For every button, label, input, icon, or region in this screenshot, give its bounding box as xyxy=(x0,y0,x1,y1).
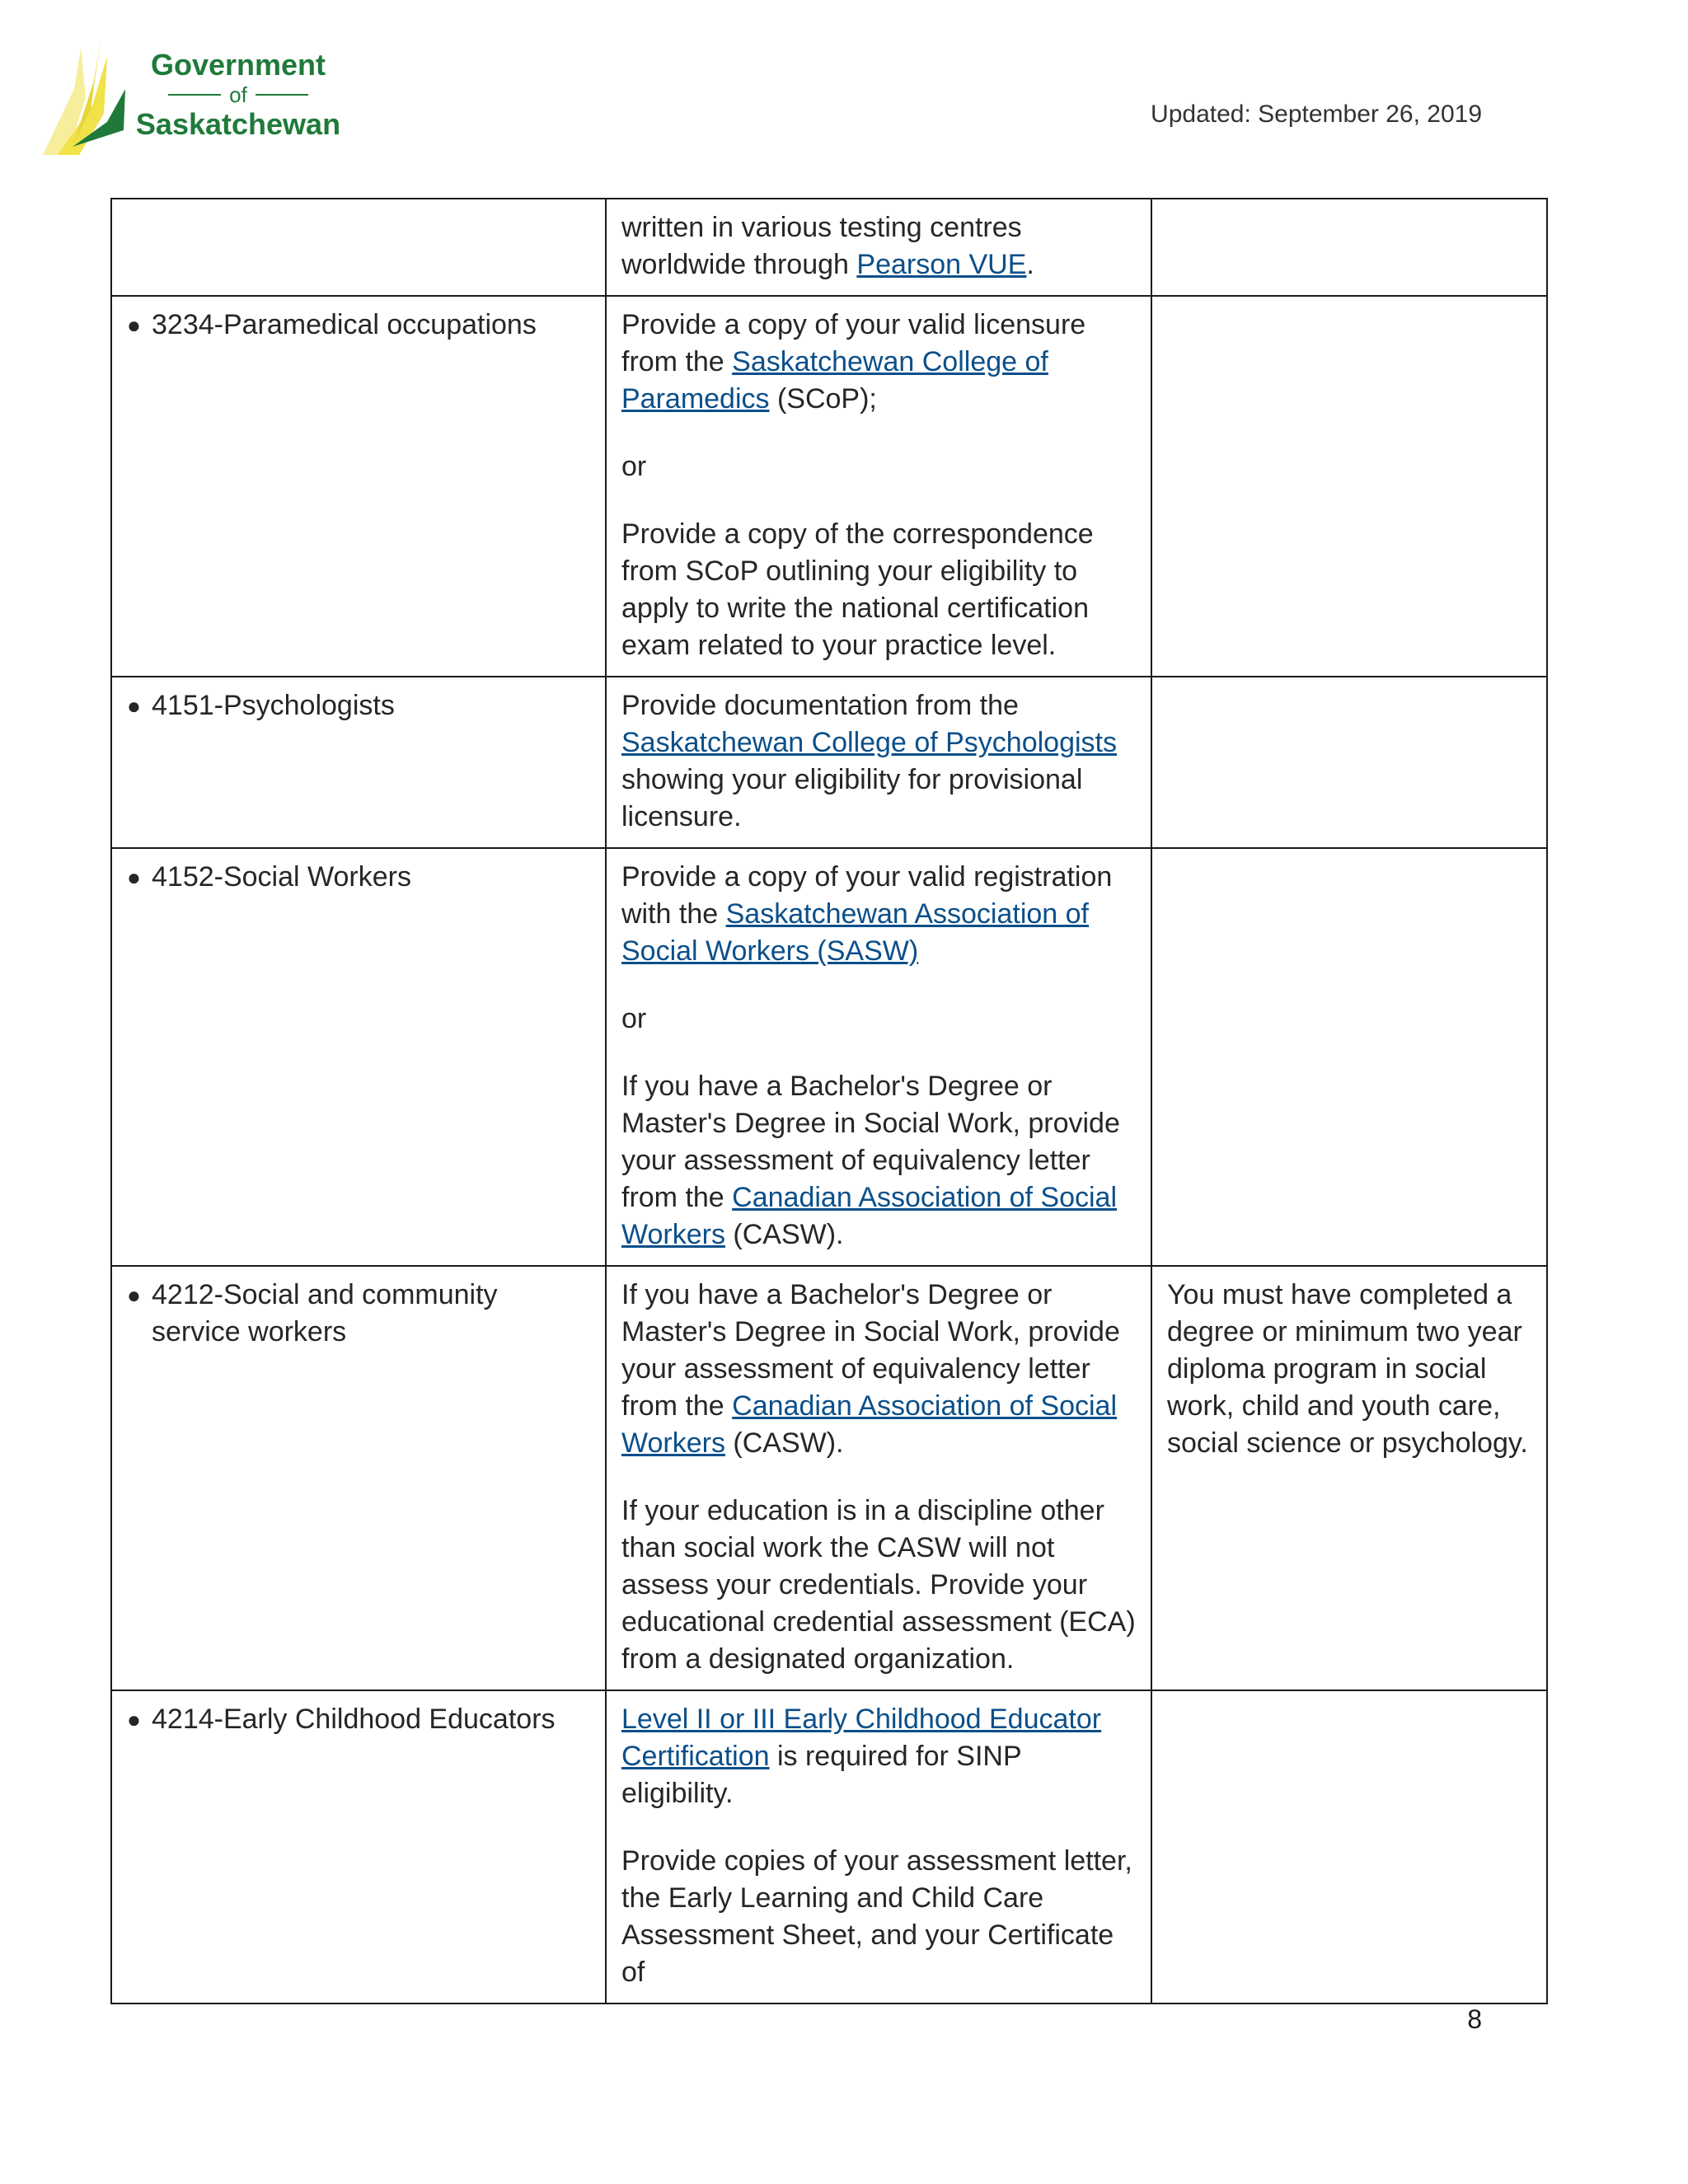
requirements-cell xyxy=(606,848,1151,1266)
notes-cell xyxy=(1151,1266,1547,1690)
occupation-label: 4212-Social and community service workers xyxy=(152,1279,498,1347)
table-row xyxy=(111,296,1547,677)
bullet-icon: ● xyxy=(127,1282,141,1308)
requirements-cell xyxy=(606,199,1151,296)
requirement-text: . xyxy=(1026,249,1034,280)
logo-line-government: Government xyxy=(150,48,326,82)
requirement-text: is required for SINP eligibility. xyxy=(621,1741,1022,1809)
occupation-cell xyxy=(111,296,606,677)
table-row xyxy=(111,677,1547,848)
requirement-paragraph xyxy=(621,1843,1136,1991)
requirement-link[interactable]: Pearson VUE xyxy=(856,249,1027,280)
logo-of-text: of xyxy=(229,82,247,107)
requirement-text: If you have a Bachelor's Degree or Master's Degree in Social Work, provide your assessment of equivalency letter from the xyxy=(621,1279,1120,1422)
requirement-text: (CASW). xyxy=(724,1219,844,1250)
occupation-item xyxy=(127,1277,590,1351)
occupation-cell xyxy=(111,1690,606,2004)
page-number: 8 xyxy=(1467,2004,1482,2034)
requirement-paragraph xyxy=(621,1068,1136,1254)
government-of-saskatchewan-logo xyxy=(43,31,340,163)
notes-cell xyxy=(1151,296,1547,677)
updated-date: Updated: September 26, 2019 xyxy=(1151,101,1482,128)
notes-cell xyxy=(1151,848,1547,1266)
requirement-text: Provide copies of your assessment letter, the Early Learning and Child Care Assessment Sheet, and your Certificate of xyxy=(621,1845,1132,1988)
requirement-text: or xyxy=(621,451,647,482)
notes-text: You must have completed a degree or minimum two year diploma program in social work, child and youth care, social science or psychology. xyxy=(1167,1279,1528,1459)
requirement-link[interactable]: Canadian Association of Social Workers xyxy=(621,1390,1118,1459)
requirement-paragraph xyxy=(621,859,1136,970)
bullet-icon: ● xyxy=(127,865,141,890)
logo-rule-right xyxy=(256,94,308,96)
notes-cell xyxy=(1151,1690,1547,2004)
occupation-cell xyxy=(111,1266,606,1690)
requirement-paragraph xyxy=(621,1701,1136,1812)
requirement-text: Provide a copy of your valid licensure from the xyxy=(621,309,1086,377)
requirement-text: Provide a copy of the correspondence from SCoP outlining your eligibility to apply to write the national certification exam related to your practice level. xyxy=(621,518,1094,661)
notes-cell xyxy=(1151,677,1547,848)
occupation-label: 4214-Early Childhood Educators xyxy=(152,1704,556,1735)
occupation-item xyxy=(127,307,590,344)
occupation-cell xyxy=(111,677,606,848)
requirement-link[interactable]: Level II or III Early Childhood Educator Certification xyxy=(621,1704,1102,1772)
requirement-link[interactable]: Saskatchewan College of Paramedics xyxy=(621,346,1048,415)
requirement-paragraph xyxy=(621,1277,1136,1462)
requirement-paragraph xyxy=(621,209,1136,284)
occupation-cell xyxy=(111,199,606,296)
occupation-label: 4152-Social Workers xyxy=(152,861,411,893)
table-body xyxy=(111,199,1547,2004)
requirements-cell xyxy=(606,1266,1151,1690)
requirement-link[interactable]: Saskatchewan College of Psychologists xyxy=(621,727,1117,758)
requirement-paragraph xyxy=(621,307,1136,418)
requirement-text: (CASW). xyxy=(724,1427,844,1459)
requirements-cell xyxy=(606,1690,1151,2004)
occupation-label: 3234-Paramedical occupations xyxy=(152,309,537,340)
requirement-paragraph xyxy=(621,1493,1136,1678)
bullet-icon: ● xyxy=(127,693,141,719)
occupation-requirements-table xyxy=(110,198,1548,2004)
requirement-link[interactable]: Saskatchewan Association of Social Workers (SASW) xyxy=(621,898,1089,967)
requirement-text: (SCoP); xyxy=(769,383,877,415)
requirement-text: or xyxy=(621,1003,647,1034)
occupation-label: 4151-Psychologists xyxy=(152,690,395,721)
table-row xyxy=(111,1690,1547,2004)
bullet-icon: ● xyxy=(127,1707,141,1732)
requirement-link[interactable]: Canadian Association of Social Workers xyxy=(621,1182,1118,1250)
requirement-paragraph xyxy=(621,448,1136,485)
requirement-paragraph xyxy=(621,1001,1136,1038)
occupation-item xyxy=(127,687,590,724)
logo-rule-left xyxy=(168,94,221,96)
logo-line-saskatchewan: Saskatchewan xyxy=(135,107,341,141)
table-row xyxy=(111,1266,1547,1690)
requirement-text: Provide documentation from the xyxy=(621,690,1019,721)
table-row xyxy=(111,199,1547,296)
requirement-text: showing your eligibility for provisional licensure. xyxy=(621,764,1083,832)
logo-line-of xyxy=(135,82,341,107)
table-row xyxy=(111,848,1547,1266)
bullet-icon: ● xyxy=(127,312,141,338)
requirement-paragraph xyxy=(621,687,1136,836)
notes-cell xyxy=(1151,199,1547,296)
requirement-text: If you have a Bachelor's Degree or Master's Degree in Social Work, provide your assessment of equivalency letter from the xyxy=(621,1071,1120,1213)
requirement-paragraph xyxy=(621,516,1136,664)
occupation-cell xyxy=(111,848,606,1266)
requirement-text: Provide a copy of your valid registration with the xyxy=(621,861,1113,930)
requirement-text: If your education is in a discipline other than social work the CASW will not assess your credentials. Provide your educational credential assessment (ECA) from a designated organization. xyxy=(621,1495,1136,1675)
requirement-text: written in various testing centres worldwide through xyxy=(621,212,1022,280)
logo-wordmark xyxy=(135,48,341,142)
requirements-cell xyxy=(606,677,1151,848)
occupation-item xyxy=(127,859,590,896)
requirements-cell xyxy=(606,296,1151,677)
occupation-item xyxy=(127,1701,590,1738)
